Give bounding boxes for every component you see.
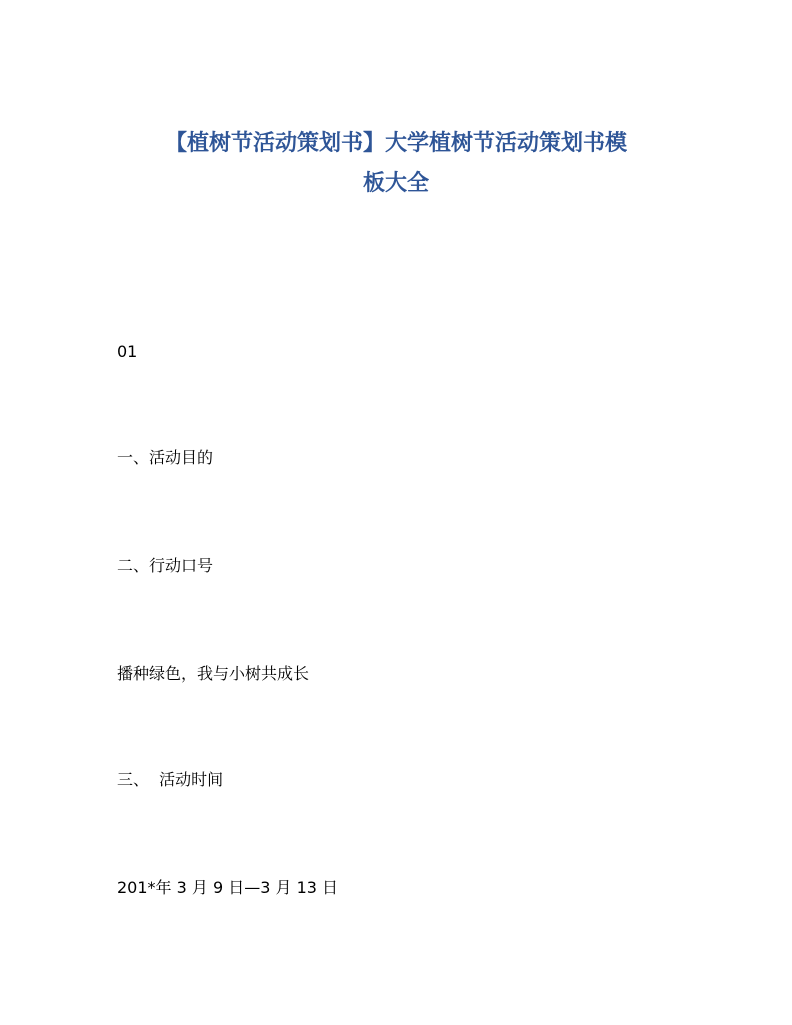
document-title	[110, 124, 682, 204]
heading-action-slogan: 二、行动口号	[117, 556, 214, 575]
heading-activity-purpose: 一、活动目的	[117, 448, 214, 467]
title-line-1: 【植树节活动策划书】大学植树节活动策划书模	[164, 131, 627, 156]
heading-activity-time: 三、 活动时间	[117, 770, 224, 789]
title-line-2: 板大全	[362, 171, 429, 196]
activity-date-range: 201*年 3 月 9 日—3 月 13 日	[117, 878, 339, 897]
slogan-text: 播种绿色，我与小树共成长	[117, 664, 310, 683]
section-number: 01	[117, 342, 138, 361]
